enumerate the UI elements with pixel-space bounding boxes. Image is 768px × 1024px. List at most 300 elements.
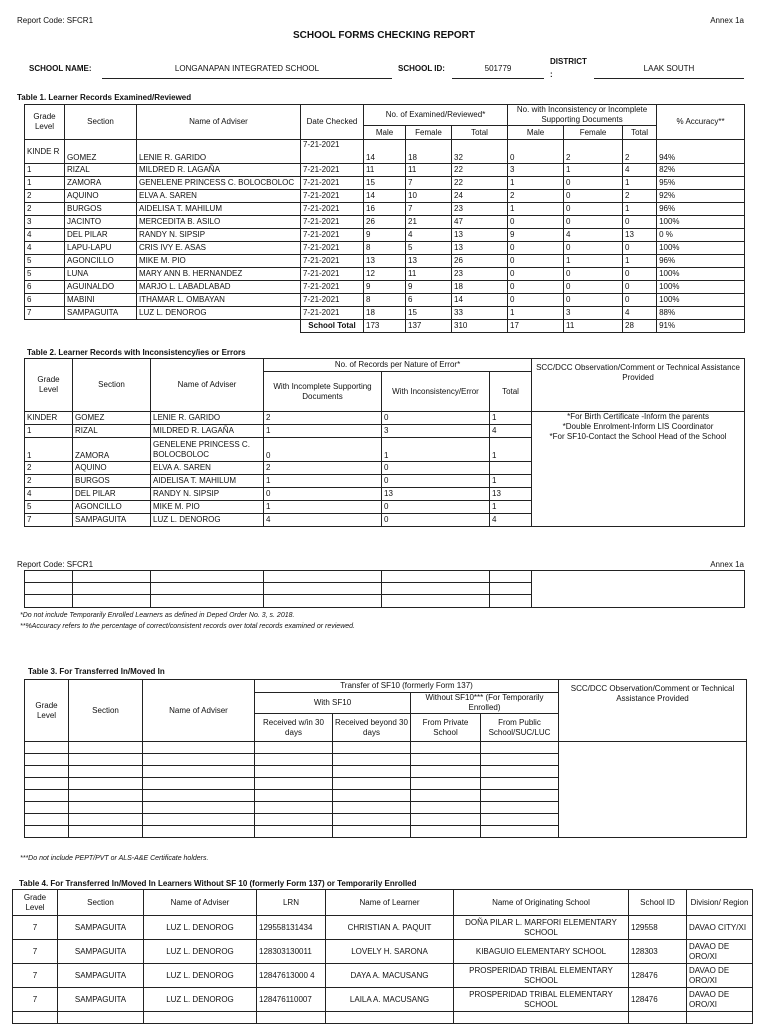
t1-cell: JACINTO — [65, 216, 137, 229]
t2-cell: 4 — [490, 425, 532, 438]
empty-cell — [481, 754, 559, 766]
table4-caption: Table 4. For Transferred In/Moved In Learners Without SF 10 (formerly Form 137) or Temporarily Enrolled — [19, 879, 417, 888]
table-row — [13, 964, 753, 988]
t1-cell: 13 — [623, 229, 657, 242]
t2-cell: 2 — [264, 462, 382, 475]
t1-cell: MIKE M. PIO — [137, 255, 301, 268]
t1-total-row — [25, 320, 745, 333]
empty-cell — [411, 754, 481, 766]
t1-header-adviser: Name of Adviser — [137, 105, 301, 140]
t4-cell: LUZ L. DENOROG — [144, 988, 257, 1012]
t1-cell: 95% — [657, 177, 745, 190]
t1-cell: MILDRED R. LAGAÑA — [137, 164, 301, 177]
t1-cell: MERCEDITA B. ASILO — [137, 216, 301, 229]
empty-cell — [255, 826, 333, 838]
t4-cell: 12847613000 4 — [257, 964, 326, 988]
t1-cell: 26 — [452, 255, 508, 268]
empty-cell — [481, 766, 559, 778]
t1-cell: 14 — [364, 140, 406, 164]
t1-cell: 0 — [508, 294, 564, 307]
t4-cell: 128476 — [629, 988, 687, 1012]
t1-cell: 13 — [406, 255, 452, 268]
t1-cell: 1 — [508, 177, 564, 190]
t1-cell: 0 — [623, 294, 657, 307]
t1-header-inc-male: Male — [508, 126, 564, 140]
empty-cell — [143, 814, 255, 826]
empty-cell — [490, 571, 532, 583]
t1-header-section: Section — [65, 105, 137, 140]
t1-cell: 7-21-2021 — [301, 216, 364, 229]
empty-cell — [333, 790, 411, 802]
empty-cell — [69, 742, 143, 754]
table-row — [25, 140, 745, 164]
t1-cell: 4 — [25, 229, 65, 242]
empty-cell — [255, 814, 333, 826]
t1-cell: 1 — [508, 203, 564, 216]
t2-cell: 0 — [382, 501, 490, 514]
empty-cell — [144, 1012, 257, 1024]
school-name-label: SCHOOL NAME: — [29, 64, 92, 73]
t4-cell: DAVAO DE ORO/XI — [687, 964, 753, 988]
t2-header-adviser: Name of Adviser — [151, 359, 264, 412]
t3-header-within-30: Received w/in 30 days — [255, 714, 333, 742]
t2-cell: 4 — [264, 514, 382, 527]
empty-cell — [143, 826, 255, 838]
t1-cell: LENIE R. GARIDO — [137, 140, 301, 164]
t2-cell: MIKE M. PIO — [151, 501, 264, 514]
t2-cell: 0 — [382, 462, 490, 475]
t1-cell: 18 — [364, 307, 406, 320]
t2-cell: KINDER — [25, 412, 73, 425]
empty-cell — [687, 1012, 753, 1024]
empty-cell — [25, 583, 73, 595]
t1-cell: 11 — [406, 164, 452, 177]
empty-cell — [255, 802, 333, 814]
t3-header-with-sf10: With SF10 — [255, 693, 411, 714]
t1-cell: 0 — [623, 216, 657, 229]
t2-cell: 4 — [25, 488, 73, 501]
empty-cell — [255, 742, 333, 754]
t2-header-section: Section — [73, 359, 151, 412]
t2-header-grade: Grade Level — [25, 359, 73, 412]
t1-total-label: School Total — [301, 320, 364, 333]
t4-header-adviser: Name of Adviser — [144, 890, 257, 916]
t1-cell: 5 — [406, 242, 452, 255]
table-row — [25, 307, 745, 320]
t1-cell: 8 — [364, 294, 406, 307]
empty-cell — [333, 742, 411, 754]
empty-cell — [69, 814, 143, 826]
empty-cell — [333, 802, 411, 814]
annex-label: Annex 1a — [710, 16, 744, 25]
t3-header-section: Section — [69, 680, 143, 742]
t1-header-grade: Grade Level — [25, 105, 65, 140]
t2-cell: 1 — [490, 412, 532, 425]
t1-cell: 7-21-2021 — [301, 242, 364, 255]
t4-header-learner: Name of Learner — [326, 890, 454, 916]
page-title: SCHOOL FORMS CHECKING REPORT — [292, 30, 476, 41]
empty-cell — [454, 1012, 629, 1024]
t3-header-private: From Private School — [411, 714, 481, 742]
t1-cell: 2 — [25, 203, 65, 216]
t1-cell: 94% — [657, 140, 745, 164]
t2-cell: 2 — [264, 412, 382, 425]
t1-cell: 13 — [364, 255, 406, 268]
table-row — [25, 242, 745, 255]
t2-cell: 1 — [490, 438, 532, 462]
t1-cell: 14 — [364, 190, 406, 203]
t2-cell: LUZ L. DENOROG — [151, 514, 264, 527]
t1-cell: 0 — [623, 281, 657, 294]
t1-cell: 96% — [657, 203, 745, 216]
empty-cell — [411, 778, 481, 790]
observation-line: *Double Enrolment-Inform LIS Coordinator — [562, 422, 714, 431]
empty-cell — [481, 814, 559, 826]
t1-cell: 0 — [564, 268, 623, 281]
empty-cell — [25, 814, 69, 826]
t4-cell: 128476 — [629, 964, 687, 988]
t1-cell: 8 — [364, 242, 406, 255]
t2-cell: 1 — [264, 475, 382, 488]
t1-cell: 7-21-2021 — [301, 255, 364, 268]
district-value: LAAK SOUTH — [643, 64, 695, 73]
t1-cell: SAMPAGUITA — [65, 307, 137, 320]
page2-report-code: Report Code: SFCR1 — [17, 560, 94, 569]
t4-cell: PROSPERIDAD TRIBAL ELEMENTARY SCHOOL — [454, 964, 629, 988]
t1-cell: ZAMORA — [65, 177, 137, 190]
t1-cell: 0 — [508, 140, 564, 164]
empty-cell — [411, 802, 481, 814]
t1-cell: 96% — [657, 255, 745, 268]
footnote-pept: ***Do not include PEPT/PVT or ALS-A&E Certificate holders. — [20, 855, 209, 862]
empty-cell — [411, 826, 481, 838]
t1-cell: 0 — [564, 177, 623, 190]
t1-cell: 6 — [406, 294, 452, 307]
empty-cell — [143, 778, 255, 790]
empty-cell — [382, 571, 490, 583]
t1-cell: 18 — [452, 281, 508, 294]
t4-cell: 129558131434 — [257, 916, 326, 940]
empty-cell — [69, 790, 143, 802]
report-code: Report Code: SFCR1 — [17, 16, 94, 25]
t1-cell: 7-21-2021 — [301, 268, 364, 281]
table-row — [25, 164, 745, 177]
table-row — [25, 216, 745, 229]
t2-observation-cell — [532, 412, 745, 527]
empty-cell — [333, 826, 411, 838]
t1-total-cell: 17 — [508, 320, 564, 333]
t3-header-transfer: Transfer of SF10 (formerly Form 137) — [255, 680, 559, 693]
t1-cell: 5 — [25, 255, 65, 268]
t1-header-total: Total — [452, 126, 508, 140]
table-row — [25, 203, 745, 216]
empty-cell — [629, 1012, 687, 1024]
t1-cell: 9 — [406, 281, 452, 294]
t1-cell: 47 — [452, 216, 508, 229]
table-row — [25, 268, 745, 281]
empty-cell — [411, 766, 481, 778]
t4-cell: DAVAO DE ORO/XI — [687, 988, 753, 1012]
t1-cell: 0 — [564, 242, 623, 255]
table2-continuation — [24, 570, 745, 608]
t2-cell: LENIE R. GARIDO — [151, 412, 264, 425]
t1-cell: BURGOS — [65, 203, 137, 216]
t2-cell: 1 — [264, 425, 382, 438]
t1-cell: 0 — [508, 255, 564, 268]
t4-cell: 129558 — [629, 916, 687, 940]
empty-cell — [333, 778, 411, 790]
t1-cell: GENELENE PRINCESS C. BOLOCBOLOC — [137, 177, 301, 190]
empty-cell — [69, 766, 143, 778]
t1-header-female: Female — [406, 126, 452, 140]
empty-cell — [69, 778, 143, 790]
t1-cell: 4 — [25, 242, 65, 255]
t4-cell: LUZ L. DENOROG — [144, 916, 257, 940]
t2-cell — [490, 462, 532, 475]
table-row — [25, 412, 745, 425]
empty-cell — [411, 742, 481, 754]
t4-cell: SAMPAGUITA — [58, 988, 144, 1012]
table-row — [25, 294, 745, 307]
t1-cell: 9 — [508, 229, 564, 242]
t1-cell: 0 — [564, 281, 623, 294]
table3-caption: Table 3. For Transferred In/Moved In — [28, 667, 165, 676]
t2-cell: DEL PILAR — [73, 488, 151, 501]
t1-cell: GOMEZ — [65, 140, 137, 164]
table-row — [25, 281, 745, 294]
t1-cell: 3 — [508, 164, 564, 177]
table-row — [13, 916, 753, 940]
school-id-label: SCHOOL ID: — [398, 64, 445, 73]
t1-cell: 13 — [452, 242, 508, 255]
empty-cell — [481, 802, 559, 814]
t1-total-cell: 173 — [364, 320, 406, 333]
t1-cell: 4 — [623, 307, 657, 320]
t1-total-cell: 310 — [452, 320, 508, 333]
table-row — [13, 940, 753, 964]
table-row — [25, 229, 745, 242]
t2-cell: ELVA A. SAREN — [151, 462, 264, 475]
t1-header-accuracy: % Accuracy** — [657, 105, 745, 140]
t4-cell: SAMPAGUITA — [58, 964, 144, 988]
empty-cell — [69, 826, 143, 838]
t4-cell: DOÑA PILAR L. MARFORI ELEMENTARY SCHOOL — [454, 916, 629, 940]
t1-cell: 1 — [623, 255, 657, 268]
t1-cell: 1 — [623, 177, 657, 190]
t2-header-nature: No. of Records per Nature of Error* — [264, 359, 532, 372]
t2-cell: 1 — [490, 475, 532, 488]
t4-cell: 128476110007 — [257, 988, 326, 1012]
t1-cell: KINDE R — [25, 140, 65, 164]
t4-cell: KIBAGUIO ELEMENTARY SCHOOL — [454, 940, 629, 964]
t1-cell: 6 — [25, 294, 65, 307]
empty-cell — [255, 754, 333, 766]
t3-header-grade: Grade Level — [25, 680, 69, 742]
t2-cell: 1 — [382, 438, 490, 462]
t2-cell: AIDELISA T. MAHILUM — [151, 475, 264, 488]
t2-cell: ZAMORA — [73, 438, 151, 462]
empty-cell — [411, 790, 481, 802]
t3-header-adviser: Name of Adviser — [143, 680, 255, 742]
t1-cell: 7 — [25, 307, 65, 320]
observation-line: *For Birth Certificate -Inform the parents — [567, 412, 709, 421]
empty-cell — [73, 571, 151, 583]
t1-cell: 1 — [623, 203, 657, 216]
empty-cell — [143, 742, 255, 754]
table2 — [24, 358, 745, 527]
empty-cell — [264, 583, 382, 595]
t1-cell: 1 — [564, 255, 623, 268]
t1-header-date: Date Checked — [301, 105, 364, 140]
empty-cell — [490, 583, 532, 595]
t1-cell: 2 — [25, 190, 65, 203]
t4-cell: CHRISTIAN A. PAQUIT — [326, 916, 454, 940]
t2-cell: RIZAL — [73, 425, 151, 438]
table-row — [25, 190, 745, 203]
t4-cell: 128303130011 — [257, 940, 326, 964]
t1-cell: CRIS IVY E. ASAS — [137, 242, 301, 255]
t2-cell: SAMPAGUITA — [73, 514, 151, 527]
school-id-underline — [452, 78, 544, 79]
t1-cell: 11 — [406, 268, 452, 281]
t4-cell: DAVAO DE ORO/XI — [687, 940, 753, 964]
district-underline — [594, 78, 744, 79]
t1-cell: 32 — [452, 140, 508, 164]
t2-cell: 0 — [264, 488, 382, 501]
t4-cell: LAILA A. MACUSANG — [326, 988, 454, 1012]
empty-cell — [490, 595, 532, 608]
empty-cell — [151, 571, 264, 583]
footnote-temporarily-enrolled: *Do not include Temporarily Enrolled Learners as defined in Deped Order No. 3, s. 2018. — [20, 612, 295, 619]
t1-cell: DEL PILAR — [65, 229, 137, 242]
table-row — [25, 177, 745, 190]
empty-cell — [333, 766, 411, 778]
t1-cell: 0 — [564, 294, 623, 307]
t1-cell: 92% — [657, 190, 745, 203]
empty-cell — [382, 583, 490, 595]
t1-cell: MABINI — [65, 294, 137, 307]
t1-cell: AGUINALDO — [65, 281, 137, 294]
t1-cell: ELVA A. SAREN — [137, 190, 301, 203]
t1-cell: 21 — [406, 216, 452, 229]
t1-cell: 14 — [452, 294, 508, 307]
empty-cell — [25, 766, 69, 778]
t4-cell: 7 — [13, 916, 58, 940]
t1-total-cell: 137 — [406, 320, 452, 333]
t2-header-incomplete: With Incomplete Supporting Documents — [264, 372, 382, 412]
empty-cell — [25, 571, 73, 583]
t1-cell: 1 — [508, 307, 564, 320]
empty-cell — [25, 802, 69, 814]
t1-cell: 9 — [364, 229, 406, 242]
t2-cell: AQUINO — [73, 462, 151, 475]
school-id-value: 501779 — [484, 64, 512, 73]
t1-cell: 6 — [25, 281, 65, 294]
page2-annex: Annex 1a — [710, 560, 744, 569]
school-name-underline — [102, 78, 392, 79]
t1-cell: 0 — [508, 281, 564, 294]
t1-cell: 100% — [657, 216, 745, 229]
t1-cell: LUZ L. DENOROG — [137, 307, 301, 320]
t2-cell: MILDRED R. LAGAÑA — [151, 425, 264, 438]
t1-cell: 11 — [364, 164, 406, 177]
t1-cell: 10 — [406, 190, 452, 203]
t2-cell: 1 — [25, 425, 73, 438]
empty-cell — [255, 790, 333, 802]
t1-cell: 100% — [657, 268, 745, 281]
table2-caption: Table 2. Learner Records with Inconsistency/ies or Errors — [27, 348, 246, 357]
t1-total-cell: 91% — [657, 320, 745, 333]
t2-cell: GOMEZ — [73, 412, 151, 425]
table3 — [24, 679, 747, 838]
t1-total-cell: 28 — [623, 320, 657, 333]
t1-cell: 26 — [364, 216, 406, 229]
empty-cell — [143, 790, 255, 802]
t1-cell: MARY ANN B. HERNANDEZ — [137, 268, 301, 281]
t2-cell: 7 — [25, 514, 73, 527]
t1-header-inc-total: Total — [623, 126, 657, 140]
t4-cell: 7 — [13, 988, 58, 1012]
t4-cell: 7 — [13, 940, 58, 964]
t1-cell: MARJO L. LABADLABAD — [137, 281, 301, 294]
empty-cell — [13, 1012, 58, 1024]
t1-header-examined: No. of Examined/Reviewed* — [364, 105, 508, 126]
district-label: DISTRICT — [550, 57, 587, 66]
t1-cell: 1 — [25, 164, 65, 177]
t1-cell: 0 — [508, 216, 564, 229]
t1-cell: 0 — [564, 190, 623, 203]
t4-header-grade: Grade Level — [13, 890, 58, 916]
t4-header-lrn: LRN — [257, 890, 326, 916]
t1-cell: 22 — [452, 177, 508, 190]
t1-cell: 0 % — [657, 229, 745, 242]
t1-cell: 7-21-2021 — [301, 294, 364, 307]
t1-cell: 13 — [452, 229, 508, 242]
t4-cell: SAMPAGUITA — [58, 940, 144, 964]
t1-cell: 0 — [508, 268, 564, 281]
school-name-value: LONGANAPAN INTEGRATED SCHOOL — [174, 64, 320, 73]
t1-cell: 7-21-2021 — [301, 190, 364, 203]
t2-cell: RANDY N. SIPSIP — [151, 488, 264, 501]
footnote-accuracy: **%Accuracy refers to the percentage of correct/consistent records over total records examined or reviewed. — [20, 623, 355, 630]
t1-cell: 1 — [25, 177, 65, 190]
t1-cell: 7-21-2021 — [301, 140, 364, 164]
t4-cell: SAMPAGUITA — [58, 916, 144, 940]
t1-cell: 7-21-2021 — [301, 203, 364, 216]
t4-cell: LUZ L. DENOROG — [144, 940, 257, 964]
empty-cell — [481, 790, 559, 802]
table-row — [13, 1012, 753, 1024]
empty-cell — [255, 778, 333, 790]
t1-cell: ITHAMAR L. OMBAYAN — [137, 294, 301, 307]
t4-header-origin: Name of Originating School — [454, 890, 629, 916]
t1-cell: LAPU-LAPU — [65, 242, 137, 255]
t2-cell: 1 — [25, 438, 73, 462]
t2-header-inconsistency: With Inconsistency/Error — [382, 372, 490, 412]
district-colon: : — [550, 70, 553, 79]
t2-cell: 0 — [264, 438, 382, 462]
t1-cell: AIDELISA T. MAHILUM — [137, 203, 301, 216]
t2-cell: 3 — [382, 425, 490, 438]
t1-cell: 7-21-2021 — [301, 281, 364, 294]
t1-cell: 0 — [564, 203, 623, 216]
empty-cell — [333, 754, 411, 766]
t1-cell: 2 — [508, 190, 564, 203]
empty-cell — [333, 814, 411, 826]
empty-cell — [58, 1012, 144, 1024]
empty-cell — [143, 754, 255, 766]
t1-cell: 7-21-2021 — [301, 164, 364, 177]
